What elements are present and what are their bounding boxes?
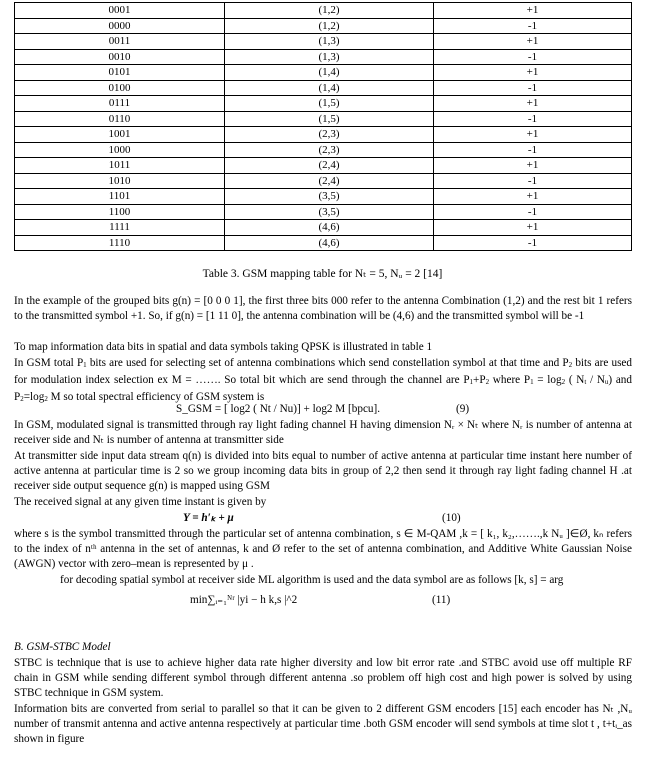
equation-9-number: (9) (456, 403, 470, 415)
bits-cell: 0000 (15, 18, 225, 34)
bits-cell: 1001 (15, 127, 225, 143)
bits-cell: 0001 (15, 3, 225, 19)
section-heading: B. GSM-STBC Model (14, 641, 111, 653)
paragraph-received-signal: The received signal at any given time instant is given by (14, 496, 267, 508)
equation-10: Y = h′ₖ + μ (183, 512, 234, 524)
antenna-combination-cell: (1,2) (225, 18, 434, 34)
equation-11: min∑ᵢ₌₁ᴺʳ |yi − h k,s |^2 (190, 594, 298, 606)
table-row (15, 235, 632, 251)
antenna-combination-cell: (1,3) (225, 49, 434, 65)
antenna-combination-cell: (1,4) (225, 65, 434, 81)
table-row (15, 189, 632, 205)
bits-cell: 1111 (15, 220, 225, 236)
bits-cell: 0101 (15, 65, 225, 81)
table-row (15, 142, 632, 158)
symbol-cell: -1 (434, 235, 632, 251)
paragraph-example: In the example of the grouped bits g(n) = [0 0 0 1], the first three bits 000 refer to the antenna Combination (1,2) and the rest bit 1 refers to the transmitted symbol +1. So, if g(n) = [1 11 0], the antenna combination will be (4,6) and the transmitted symbol will be -1 (14, 295, 632, 323)
symbol-cell: +1 (434, 127, 632, 143)
antenna-combination-cell: (2,3) (225, 127, 434, 143)
symbol-cell: +1 (434, 65, 632, 81)
gsm-mapping-table (14, 2, 632, 251)
antenna-combination-cell: (1,5) (225, 111, 434, 127)
table-row (15, 111, 632, 127)
bits-cell: 1110 (15, 235, 225, 251)
table-row (15, 49, 632, 65)
table-row (15, 158, 632, 174)
table-row (15, 34, 632, 50)
antenna-combination-cell: (1,4) (225, 80, 434, 96)
bits-cell: 1011 (15, 158, 225, 174)
antenna-combination-cell: (4,6) (225, 235, 434, 251)
equation-11-number: (11) (432, 594, 451, 606)
antenna-combination-cell: (1,3) (225, 34, 434, 50)
bits-cell: 1101 (15, 189, 225, 205)
antenna-combination-cell: (2,4) (225, 158, 434, 174)
table-row (15, 220, 632, 236)
table-row (15, 80, 632, 96)
antenna-combination-cell: (2,4) (225, 173, 434, 189)
bits-cell: 1010 (15, 173, 225, 189)
paragraph-gsm-bits: In GSM total $P_1$ bits are used for selecting set of antenna combinations which send constellation symbol at that time and $P_2$ bits are used for modulation index selection ex M = ……. So total bit which are send through the channel are $P_1+P_2$ where $P_1 = \log_2$ ( $N_t / N_u$) and $P_2=\log_2$ M so total spectral efficiency of GSM system is (14, 357, 632, 404)
symbol-cell: +1 (434, 3, 632, 19)
antenna-combination-cell: (4,6) (225, 220, 434, 236)
symbol-cell: -1 (434, 204, 632, 220)
bits-cell: 0010 (15, 49, 225, 65)
symbol-cell: -1 (434, 173, 632, 189)
symbol-cell: -1 (434, 80, 632, 96)
antenna-combination-cell: (3,5) (225, 204, 434, 220)
paragraph-ml-decoding: for decoding spatial symbol at receiver side ML algorithm is used and the data symbol are as follows [k, s] = arg (60, 574, 564, 586)
paragraph-symbol-definition: where s is the symbol transmitted through the particular set of antenna combination, s ∈ M-QAM ,k = [ k₁, k₂,…….,k Nᵤ ]∈Ø, kₙ refers to the index of nᵗʰ antenna in the set of antennas, k and Ø refer to the set of antenna combination, and Additive White Gaussian Noise (AWGN) vector with zero–mean is represented by μ . (14, 528, 632, 571)
table-row (15, 96, 632, 112)
paragraph-information-bits: Information bits are converted from serial to parallel so that it can be given to 2 different GSM encoders [15] each encoder has Nₜ ,Nᵤ number of transmit antenna and active antenna respectively at particular time .both GSM encoder will send symbols at time slot t , t+tᵢ_as shown in figure (14, 703, 632, 746)
symbol-cell: +1 (434, 189, 632, 205)
bits-cell: 1000 (15, 142, 225, 158)
symbol-cell: +1 (434, 34, 632, 50)
symbol-cell: -1 (434, 142, 632, 158)
symbol-cell: -1 (434, 49, 632, 65)
antenna-combination-cell: (1,2) (225, 3, 434, 19)
symbol-cell: +1 (434, 96, 632, 112)
table-row (15, 127, 632, 143)
table-row (15, 204, 632, 220)
symbol-cell: -1 (434, 111, 632, 127)
table-row (15, 65, 632, 81)
table-row (15, 3, 632, 19)
symbol-cell: +1 (434, 220, 632, 236)
bits-cell: 0111 (15, 96, 225, 112)
paragraph-transmitter: At transmitter side input data stream q(n) is divided into bits equal to number of active antenna at particular time instant here number of active antenna at particular time is 2 so we group incoming data bits in group of 2,2 then send it through ray light fading channel H .at receiver side output sequence g(n) is mapped using GSM (14, 450, 632, 493)
table-row (15, 173, 632, 189)
equation-10-number: (10) (442, 512, 461, 524)
paragraph-stbc: STBC is technique that is use to achieve higher data rate higher diversity and low bit error rate .and STBC avoid use off multiple RF chain in GSM while sending different symbol through different antenna .so problem off high cost and high power is solved by using STBC technique in GSM system. (14, 657, 632, 700)
bits-cell: 0110 (15, 111, 225, 127)
symbol-cell: +1 (434, 158, 632, 174)
table-caption: Table 3. GSM mapping table for Nₜ = 5, Nᵤ = 2 [14] (202, 268, 443, 280)
table-row (15, 18, 632, 34)
bits-cell: 1100 (15, 204, 225, 220)
antenna-combination-cell: (1,5) (225, 96, 434, 112)
paragraph-channel: In GSM, modulated signal is transmitted through ray light fading channel H having dimension Nᵣ × Nₜ where Nᵣ is number of antenna at receiver side and Nₜ is number of antenna at transmitter side (14, 419, 632, 447)
paragraph-qpsk: To map information data bits in spatial and data symbols taking QPSK is illustrated in table 1 (14, 341, 433, 353)
bits-cell: 0011 (15, 34, 225, 50)
bits-cell: 0100 (15, 80, 225, 96)
symbol-cell: -1 (434, 18, 632, 34)
equation-9: S_GSM = [ log2 ( Nt / Nu)] + log2 M [bpcu]. (176, 403, 381, 415)
antenna-combination-cell: (3,5) (225, 189, 434, 205)
antenna-combination-cell: (2,3) (225, 142, 434, 158)
